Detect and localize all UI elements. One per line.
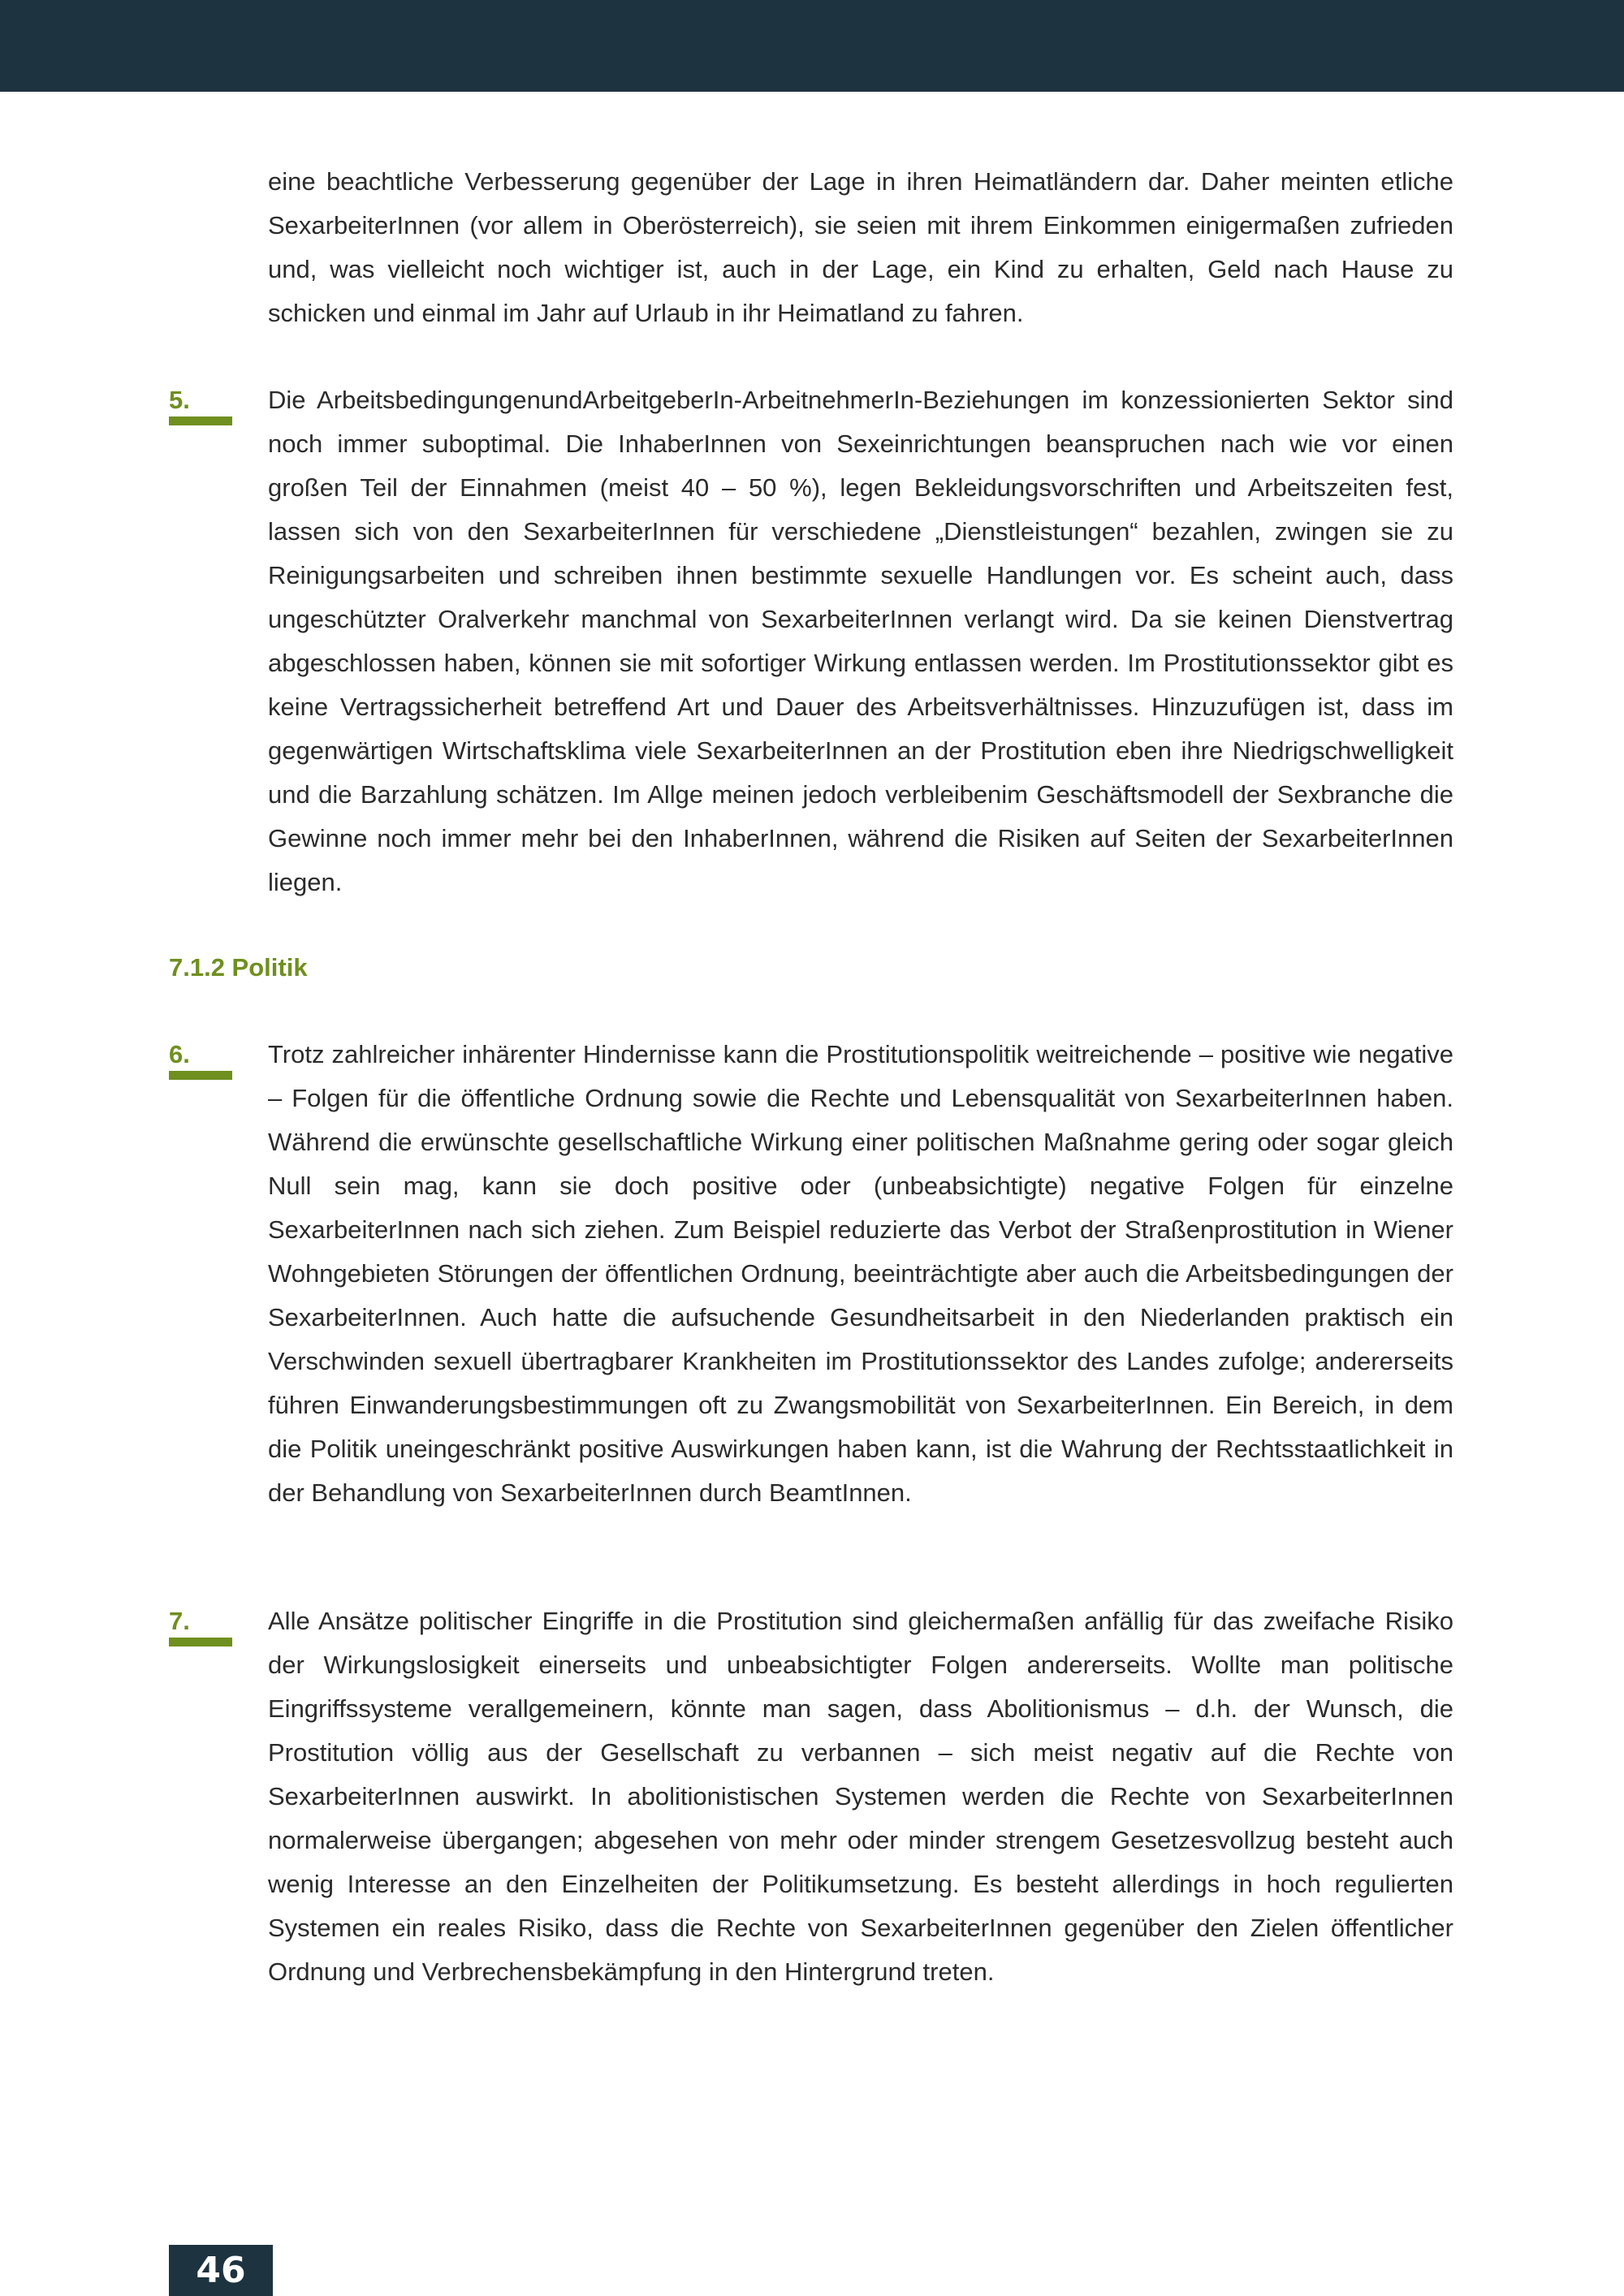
- item-number-7: 7.: [169, 1607, 190, 1635]
- header-band: [0, 0, 1624, 92]
- intro-paragraph: eine beachtliche Verbesserung gegenüber der Lage in ihren Heimatländern dar. Daher meinten etliche SexarbeiterInnen (vor allem in Oberösterreich), sie seien mit ihrem Einkommen einigermaßen zufrieden und, was vielleicht noch wichtiger ist, auch in der Lage, ein Kind zu erhalten, Geld nach Hause zu schicken und einmal im Jahr auf Urlaub in ihr Heimatland zu fahren.: [268, 167, 1453, 327]
- paragraph-6: Trotz zahlreicher inhärenter Hindernisse kann die Prostitutionspolitik weitreichende – positive wie negative – Folgen für die öffentliche Ordnung sowie die Rechte und Lebensqualität von SexarbeiterInnen haben. Während die erwünschte gesellschaftliche Wirkung einer politischen Maßnahme gering oder sogar gleich Null sein mag, kann sie doch positive oder (unbeabsichtigte) negative Folgen für einzelne SexarbeiterInnen nach sich ziehen. Zum Beispiel reduzierte das Verbot der Straßenprostitution in Wiener Wohngebieten Störungen der öffentlichen Ordnung, beeinträchtigte aber auch die Arbeitsbedingungen der SexarbeiterInnen. Auch hatte die aufsuchende Gesundheitsarbeit in den Niederlanden praktisch ein Verschwinden sexuell übertragbarer Krankheiten im Prostitutionssektor des Landes zufolge; andererseits führen Einwanderungsbestimmungen oft zu Zwangsmobilität von SexarbeiterInnen. Ein Bereich, in dem die Politik uneingeschränkt positive Auswirkungen haben kann, ist die Wahrung der Rechtsstaatlichkeit in der Behandlung von SexarbeiterInnen durch BeamtInnen.: [268, 1040, 1453, 1507]
- paragraph-5: Die ArbeitsbedingungenundArbeitgeberIn-ArbeitnehmerIn-Beziehungen im konzessionierten Sektor sind noch immer suboptimal. Die InhaberInnen von Sexeinrichtungen beanspruchen nach wie vor einen großen Teil der Einnahmen (meist 40 – 50 %), legen Bekleidungsvorschriften und Arbeitszeiten fest, lassen sich von den SexarbeiterInnen für verschiedene „Dienstleistungen“ bezahlen, zwingen sie zu Reinigungsarbeiten und schreiben ihnen bestimmte sexuelle Handlungen vor. Es scheint auch, dass ungeschützter Oralverkehr manchmal von SexarbeiterInnen verlangt wird. Da sie keinen Dienstvertrag abgeschlossen haben, können sie mit sofortiger Wirkung entlassen werden. Im Prostitutionssektor gibt es keine Vertragssicherheit betreffend Art und Dauer des Arbeitsverhältnisses. Hinzuzufügen ist, dass im gegenwärtigen Wirtschaftsklima viele SexarbeiterInnen an der Prostitution eben ihre Niedrigschwelligkeit und die Barzahlung schätzen. Im Allge meinen jedoch verbleibenim Geschäftsmodell der Sexbranche die Gewinne noch immer mehr bei den InhaberInnen, während die Risiken auf Seiten der SexarbeiterInnen liegen.: [268, 386, 1453, 896]
- page-number: 46: [169, 2245, 273, 2296]
- item-number-6-bar: [169, 1071, 232, 1080]
- item-number-5-bar: [169, 416, 232, 425]
- item-number-7-bar: [169, 1638, 232, 1646]
- paragraph-7: Alle Ansätze politischer Eingriffe in die Prostitution sind gleichermaßen anfällig für das zweifache Risiko der Wirkungslosigkeit einerseits und unbeabsichtigter Folgen andererseits. Wollte man politische Eingriffssysteme verallgemeinern, könnte man sagen, dass Abolitionismus – d.h. der Wunsch, die Prostitution völlig aus der Gesellschaft zu verbannen – sich meist negativ auf die Rechte von SexarbeiterInnen auswirkt. In abolitionistischen Systemen werden die Rechte von SexarbeiterInnen normalerweise übergangen; abgesehen von mehr oder minder strengem Gesetzesvollzug besteht auch wenig Interesse an den Einzelheiten der Politikumsetzung. Es besteht allerdings in hoch regulierten Systemen ein reales Risiko, dass die Rechte von SexarbeiterInnen gegenüber den Zielen öffentlicher Ordnung und Verbrechensbekämpfung in den Hintergrund treten.: [268, 1607, 1453, 1986]
- item-number-6: 6.: [169, 1040, 190, 1068]
- item-number-5: 5.: [169, 386, 190, 414]
- section-heading-politik: 7.1.2 Politik: [169, 953, 308, 982]
